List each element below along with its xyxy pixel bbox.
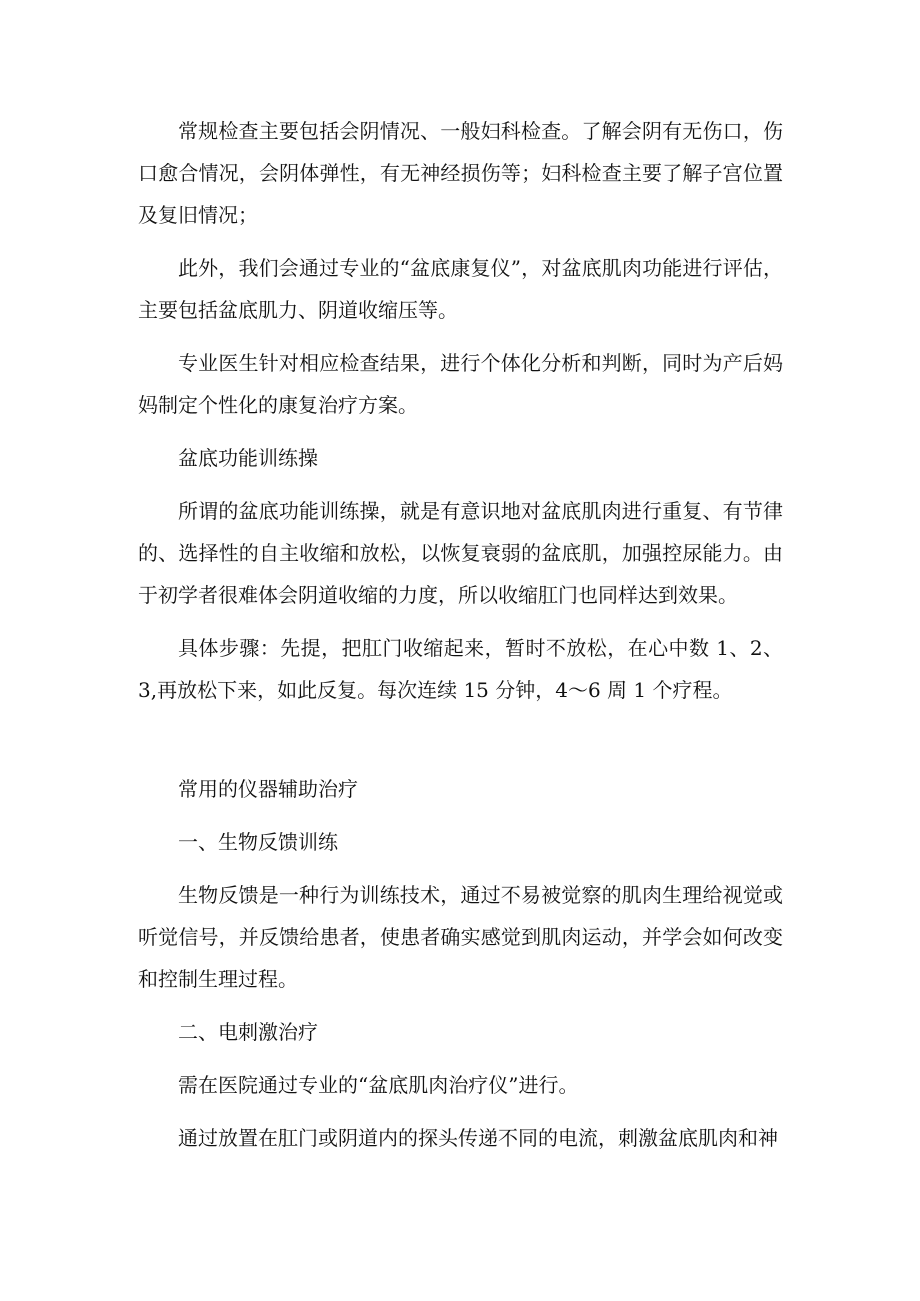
paragraph-hospital-device: 需在医院通过专业的“盆底肌肉治疗仪”进行。 [178,1073,579,1097]
paragraph-biofeedback: 生物反馈是一种行为训练技术，通过不易被觉察的肌肉生理给视觉或听觉信号，并反馈给患者，使患者确实感觉到肌肉运动，并学会如何改变和控制生理过程。 [138,883,783,991]
document-body [138,110,783,1170]
paragraph-doctor-plan: 专业医生针对相应检查结果，进行个体化分析和判断，同时为产后妈妈制定个性化的康复治疗方案。 [138,351,783,417]
paragraph-routine-exam: 常规检查主要包括会阴情况、一般妇科检查。了解会阴有无伤口，伤口愈合情况，会阴体弹性，有无神经损伤等；妇科检查主要了解子宫位置及复旧情况； [138,119,783,227]
paragraph-exercise-definition: 所谓的盆底功能训练操，就是有意识地对盆底肌肉进行重复、有节律的、选择性的自主收缩和放松，以恢复衰弱的盆底肌，加强控尿能力。由于初学者很难体会阴道收缩的力度，所以收缩肛门也同样达到效果。 [138,499,783,607]
subheading-biofeedback: 一、生物反馈训练 [178,830,338,854]
subheading-electrical-stimulation: 二、电刺激治疗 [178,1020,318,1044]
paragraph-pelvic-device-assessment: 此外，我们会通过专业的“盆底康复仪”，对盆底肌肉功能进行评估，主要包括盆底肌力、阴道收缩压等。 [138,256,783,322]
paragraph-exercise-steps: 具体步骤：先提，把肛门收缩起来，暂时不放松，在心中数 1、2、3,再放松下来，如此反复。每次连续 15 分钟，4～6 周 1 个疗程。 [138,636,783,702]
section-heading-instrument-therapy: 常用的仪器辅助治疗 [178,777,358,801]
paragraph-probe-current: 通过放置在肛门或阴道内的探头传递不同的电流，刺激盆底肌肉和神 [178,1126,778,1150]
section-heading-exercise: 盆底功能训练操 [178,446,318,470]
blank-line [138,722,783,768]
